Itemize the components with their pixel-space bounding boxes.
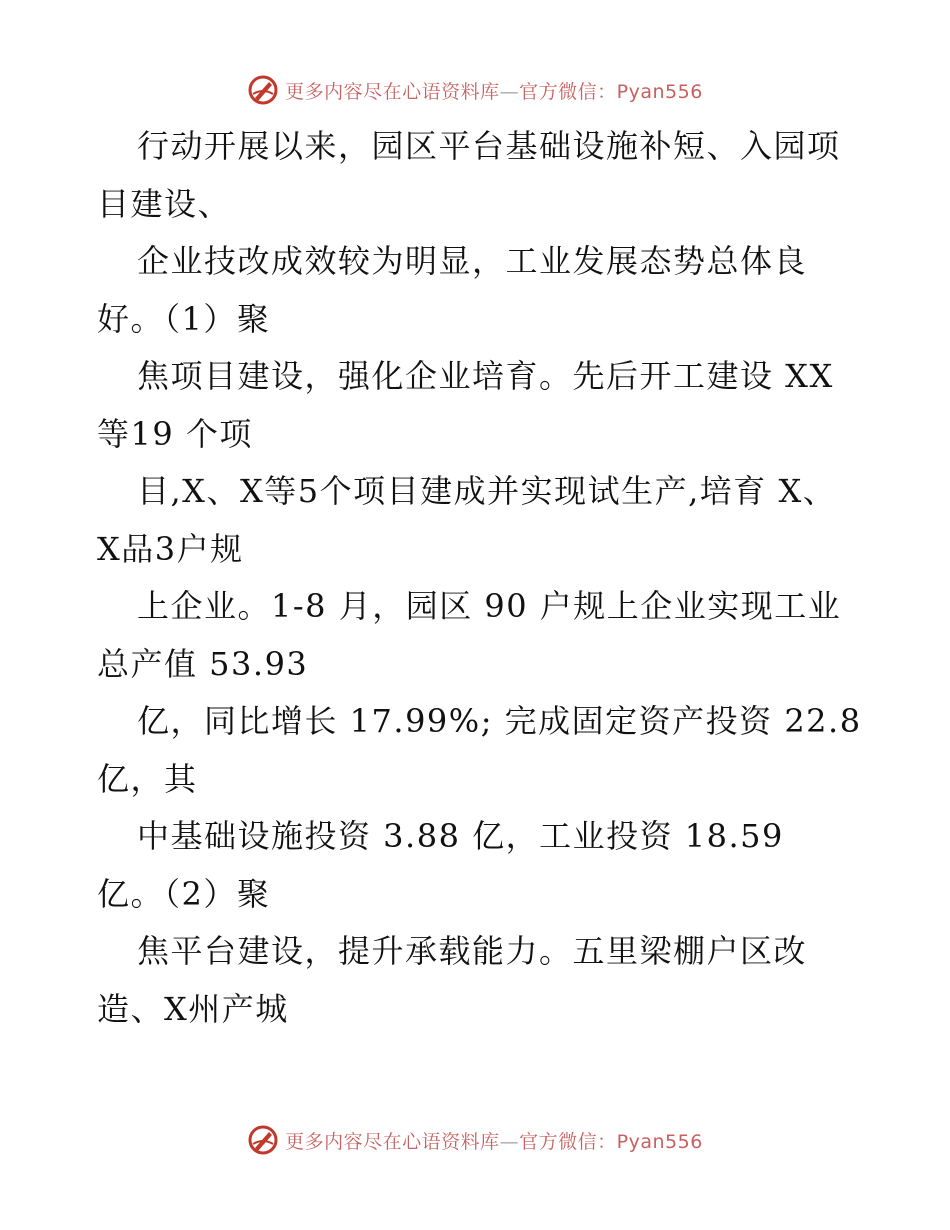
paragraph-line: 焦项目建设，强化企业培育。先后开工建设 XX: [137, 357, 834, 395]
paragraph-line: X品3户规: [97, 529, 244, 568]
paragraph-line: 等19 个项: [97, 414, 253, 453]
watermark-text: [285, 1127, 703, 1154]
document-body: [97, 118, 862, 1038]
paragraph-line: 目建设、: [97, 184, 232, 223]
watermark-dash: —: [499, 1130, 520, 1153]
paragraph-line: 亿，其: [97, 759, 198, 798]
paragraph-line: 好。（1）聚: [97, 299, 271, 338]
paragraph-line: 焦平台建设，提升承载能力。五里梁棚户区改: [137, 932, 808, 970]
watermark-wechat: 官方微信：Pyan556: [519, 80, 703, 103]
paragraph-line: 企业技改成效较为明显，工业发展态势总体良: [137, 242, 808, 280]
paragraph-line: 行动开展以来，园区平台基础设施补短、入园项: [137, 127, 841, 165]
header-watermark: [0, 70, 950, 110]
pen-logo-icon: [247, 74, 279, 106]
paragraph-line: 上企业。1-8 月，园区 90 户规上企业实现工业: [137, 587, 842, 625]
paragraph-line: 目,X、X等5个项目建成并实现试生产,培育 X、: [137, 472, 837, 510]
paragraph-line: 造、X州产城: [97, 989, 289, 1028]
watermark-site: 更多内容尽在心语资料库: [285, 1130, 500, 1153]
watermark-dash: —: [499, 80, 520, 103]
pen-logo-icon: [247, 1124, 279, 1156]
paragraph-line: 亿，同比增长 17.99%; 完成固定资产投资 22.8: [137, 702, 862, 740]
paragraph-line: 中基础设施投资 3.88 亿，工业投资 18.59: [137, 817, 784, 855]
watermark-wechat: 官方微信：Pyan556: [519, 1130, 703, 1153]
paragraph-line: 总产值 53.93: [97, 644, 309, 683]
paragraph-line: 亿。（2）聚: [97, 874, 271, 913]
footer-watermark: [0, 1120, 950, 1160]
watermark-text: [285, 77, 703, 104]
watermark-site: 更多内容尽在心语资料库: [285, 80, 500, 103]
